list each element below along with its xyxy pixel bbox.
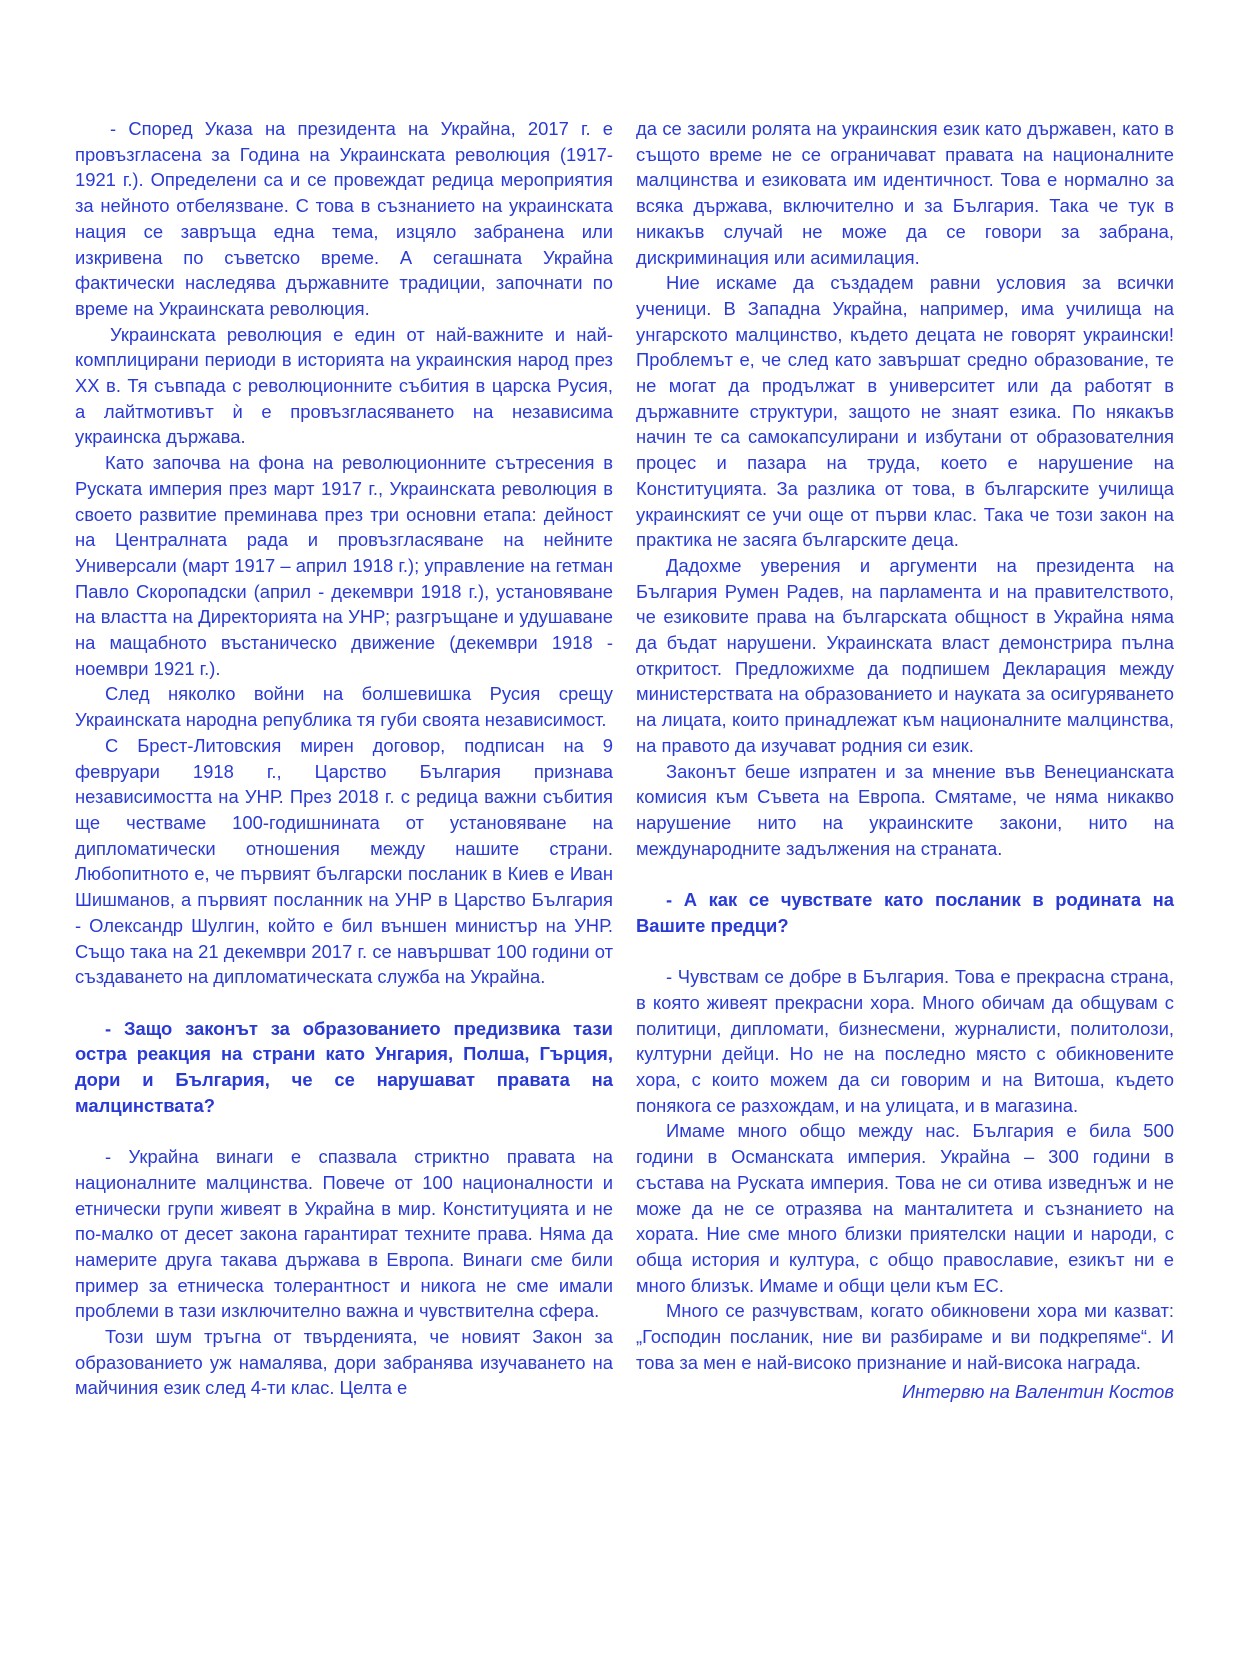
right-column <box>636 116 1174 1405</box>
paragraph: Украинската революция е един от най-важните и най-комплицирани периоди в историята на украинския народ през ХХ в. Тя съвпада с революционните събития в царска Русия, а лайтмотивът ѝ е провъзгласяването на независима украинска държава. <box>75 323 613 448</box>
paragraph: Ние искаме да създадем равни условия за всички ученици. В Западна Украйна, например, има училища на унгарското малцинство, където децата не говорят украински! Проблемът е, че след като завършат средно образование, те не могат да продължат в университет или да работят в държавните структури, защото не знаят езика. По някакъв начин те са самокапсулирани и избутани от образователния процес и пазара на труда, което е нарушение на Конституцията. За разлика от това, в българските училища украинският се учи още от първи клас. Така че този закон на практика не засяга българските деца. <box>636 272 1174 551</box>
answer-paragraph: Имаме много общо между нас. България е била 500 години в Османската империя. Украйна – 300 години в състава на Руската империя. Това не си отива изведнъж и не може да не се отразява на манталитета и съзнанието на хората. Ние сме много близки приятелски нации и народи, с обща история и култура, с общо православие, езикът ни е много близък. Имаме и общи цели към ЕС. <box>636 1120 1174 1296</box>
paragraph: След няколко войни на болшевишка Русия срещу Украинската народна република тя губи своята независимост. <box>75 683 613 731</box>
paragraph: - Според Указа на президента на Украйна, 2017 г. е провъзгласена за Година на Украинската революция (1917-1921 г.). Определени са и се провеждат редица мероприятия за нейното отбелязване. С това в съзнанието на украинската нация се завръща една тема, изцяло забранена или изкривена по съветско време. А сегашната Украйна фактически наследява държавните традиции, започнати по време на Украинската революция. <box>75 118 613 319</box>
interview-credit: Интервю на Валентин Костов <box>901 1381 1174 1403</box>
interview-question: - А как се чувствате като посланик в родината на Вашите предци? <box>636 889 1174 936</box>
paragraph: С Брест-Литовския мирен договор, подписан на 9 февруари 1918 г., Царство България признава независимостта на УНР. През 2018 г. с редица важни събития ще честваме 100-годишнината от установяване на дипломатически отношения между нашите страни. Любопитното е, че първият български посланик в Киев е Иван Шишманов, а първият посланник на УНР в Царство България - Олександр Шулгин, който е бил външен министър на УНР. Също така на 21 декември 2017 г. се навършват 100 години от създаването на дипломатическата служба на Украйна. <box>75 734 613 988</box>
answer-paragraph: Този шум тръгна от твърденията, че новият Закон за образованието уж намалява, дори забранява изучаването на майчиния език след 4-ти клас. Целта е <box>75 1326 613 1399</box>
answer-paragraph: Много се разчувствам, когато обикновени хора ми казват: „Господин посланик, ние ви разбираме и ви подкрепяме“. И това за мен е най-високо признание и най-висока награда. <box>636 1300 1174 1373</box>
paragraph: да се засили ролята на украинския език като държавен, като в същото време не се ограничават правата на националните малцинства и езиковата им идентичност. Това е нормално за всяка държава, включително и за България. Така че тук в никакъв случай не може да се говори за забрана, дискриминация или асимилация. <box>636 118 1174 268</box>
left-column <box>75 116 613 1401</box>
paragraph: Дадохме уверения и аргументи на президента на България Румен Радев, на парламента и на правителството, че езиковите права на българската общност в Украйна няма да бъдат нарушени. Украинската власт демонстрира пълна откритост. Предложихме да подпишем Декларация между министерствата на образованието и науката за осигуряването на лицата, които принадлежат към националните малцинства, на правото да изучават родния си език. <box>636 554 1174 756</box>
interview-question: - Защо законът за образованието предизвика тази остра реакция на страни като Унгария, Полша, Гърция, дори и България, че се нарушават правата на малцинствата? <box>75 1017 613 1116</box>
answer-paragraph: - Чувствам се добре в България. Това е прекрасна страна, в която живеят прекрасни хора. Много обичам да общувам с политици, дипломати, бизнесмени, журналисти, политолози, културни дейци. Но не на последно място с обикновените хора, с които можем да си говорим и на Витоша, където понякога се разхождам, и на улицата, и в магазина. <box>636 966 1174 1116</box>
answer-paragraph: - Украйна винаги е спазвала стриктно правата на националните малцинства. Повече от 100 националности и етнически групи живеят в Украйна в мир. Конституцията и не по-малко от десет закона гарантират техните права. Няма да намерите друга такава държава в Европа. Винаги сме били пример за етническа толерантност и никога не сме имали проблеми в тази изключително важна и чувствителна сфера. <box>75 1146 613 1322</box>
paragraph: Като започва на фона на революционните сътресения в Руската империя през март 1917 г., Украинската революция в своето развитие преминава през три основни етапа: дейност на Централната рада и провъзгласяване на нейните Универсали (март 1917 – април 1918 г.); управление на гетман Павло Скоропадски (април - декември 1918 г.), установяване на властта на Директорията на УНР; разгръщане и удушаване на мащабното въстаническо движение (декември 1918 - ноември 1921 г.). <box>75 452 613 679</box>
paragraph: Законът беше изпратен и за мнение във Венецианската комисия към Съвета на Европа. Смятаме, че няма никакво нарушение нито на украинските закони, нито на международните задължения на страната. <box>636 760 1174 859</box>
